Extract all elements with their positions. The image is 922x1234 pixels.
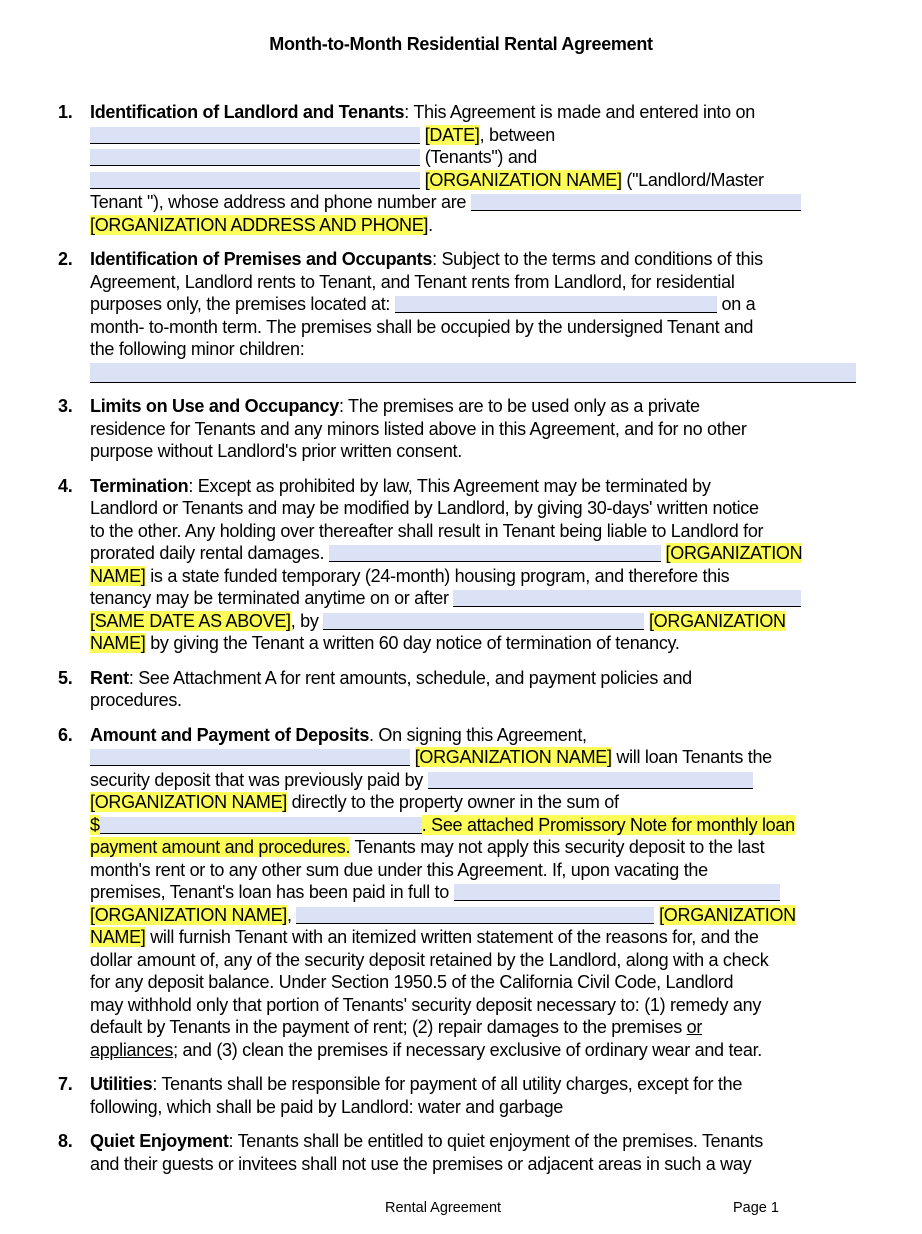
text-run: ; and (3) clean the premises if necessary exclusive of ordinary wear and tear. [173,1039,762,1060]
text-line [90,632,864,655]
text-run: to the other. Any holding over thereafter shall result in Tenant being liable to Landlord for [90,520,764,541]
fill-in-blank-field[interactable] [323,613,644,630]
text-run: security deposit that was previously paid by [90,769,428,790]
highlighted-placeholder: [SAME DATE AS ABOVE] [90,610,291,631]
footer-page-number: Page 1 [733,1200,779,1216]
text-line [90,746,864,769]
section-4 [58,475,864,655]
text-run: dollar amount of, any of the security deposit retained by the Landlord, along with a check [90,949,769,970]
text-line [90,361,864,384]
text-line [90,497,864,520]
highlighted-placeholder: [ORGANIZATION NAME] [414,747,612,767]
text-run: , [286,904,297,925]
text-run: default by Tenants in the payment of rent; (2) repair damages to the premises [90,1017,687,1037]
fill-in-blank-field[interactable] [90,363,856,383]
section-number: 2. [58,249,73,269]
section-3 [58,395,864,463]
text-line [90,949,864,972]
section-heading: Rent [90,667,129,688]
fill-in-blank-field[interactable] [471,194,801,211]
text-run [420,170,425,190]
fill-in-blank-field[interactable] [90,149,420,166]
text-line [90,418,864,441]
text-run: residence for Tenants and any minors listed above in this Agreement, and for no other [90,418,747,439]
text-line [90,520,864,543]
fill-in-blank-field[interactable] [90,749,410,766]
section-heading: Identification of Landlord and Tenants [90,102,405,122]
text-run [661,543,666,563]
section-number: 7. [58,1074,73,1094]
highlighted-placeholder: [ORGANIZATION [665,543,803,563]
section-number: 6. [58,724,73,745]
highlighted-placeholder: NAME] [90,565,146,586]
fill-in-blank-field[interactable] [453,590,801,607]
highlighted-placeholder: $ [90,814,100,835]
text-run: . [428,214,433,235]
text-run [420,125,425,145]
footer-document-name: Rental Agreement [385,1200,502,1216]
text-run: procedures. [90,690,182,710]
text-run: : Subject to the terms and conditions of this [432,249,763,269]
text-run: Tenant "), whose address and phone number are [90,192,471,212]
text-line [90,214,864,237]
text-run: will furnish Tenant with an itemized written statement of the reasons for, and the [145,927,759,947]
text-line [90,724,864,747]
text-line [90,316,864,339]
highlighted-placeholder: NAME] [90,633,146,653]
section-heading: Identification of Premises and Occupants [90,249,433,269]
highlighted-placeholder: . See attached Promissory Note for monthly loan [421,814,795,835]
section-5 [58,667,864,712]
text-line [90,475,864,498]
text-run: may withhold only that portion of Tenants' security deposit necessary to: (1) remedy any [90,994,762,1015]
text-run: Landlord or Tenants and may be modified by Landlord, by giving 30-days' written notice [90,498,759,518]
text-run: following, which shall be paid by Landlord: water and garbage [90,1096,564,1117]
underlined-text: or [686,1017,703,1037]
text-run: , between [479,124,555,145]
section-heading: Quiet Enjoyment [90,1131,229,1151]
text-run: . On signing this Agreement, [369,724,587,745]
text-line [90,971,864,994]
text-line [90,271,864,294]
text-line [90,926,864,949]
text-run [410,747,415,767]
section-7 [58,1073,864,1118]
text-run: Tenants may not apply this security deposit to the last [350,837,765,857]
text-line [90,994,864,1017]
section-heading: Amount and Payment of Deposits [90,724,370,745]
text-line [90,1096,864,1119]
section-1 [58,101,864,236]
text-run: purpose without Landlord's prior written consent. [90,441,462,461]
text-run: will loan Tenants the [611,747,772,767]
text-run: tenancy may be terminated anytime on or after [90,588,454,608]
text-run: : See Attachment A for rent amounts, schedule, and payment policies and [128,667,692,688]
document-title: Month-to-Month Residential Rental Agreement [269,34,653,54]
highlighted-placeholder: [ORGANIZATION NAME] [424,169,622,190]
text-run: the following minor children: [90,339,305,359]
highlighted-placeholder: [ORGANIZATION ADDRESS AND PHONE] [90,214,429,235]
text-line [90,1073,864,1096]
fill-in-blank-field[interactable] [395,296,717,313]
highlighted-placeholder: NAME] [90,927,146,947]
section-number: 4. [58,475,73,496]
fill-in-blank-field[interactable] [296,907,654,924]
fill-in-blank-field[interactable] [90,172,420,189]
text-line [90,1130,864,1153]
text-line [90,565,864,588]
text-line [90,146,864,169]
text-line [90,587,864,610]
fill-in-blank-field[interactable] [454,884,780,901]
text-run: : The premises are to be used only as a private [338,396,700,416]
text-run: month- to-month term. The premises shall be occupied by the undersigned Tenant and [90,316,754,337]
text-run: on a [716,294,756,314]
text-line [90,814,864,837]
fill-in-blank-field[interactable] [100,817,422,834]
section-number: 5. [58,667,73,688]
section-heading: Termination [90,475,189,496]
section-2 [58,248,864,383]
text-run: : This Agreement is made and entered into on [404,102,755,122]
text-run: by giving the Tenant a written 60 day notice of termination of tenancy. [145,633,680,653]
highlighted-placeholder: [DATE] [424,124,480,145]
text-run: : Tenants shall be responsible for payment of all utility charges, except for the [152,1074,743,1094]
text-line [90,338,864,361]
text-line [90,904,864,927]
text-line [90,689,864,712]
highlighted-placeholder: [ORGANIZATION NAME] [90,792,287,812]
text-line [90,1016,864,1039]
highlighted-placeholder: [ORGANIZATION NAME] [90,904,287,925]
text-line [90,836,864,859]
fill-in-blank-field[interactable] [329,545,661,562]
text-run: for any deposit balance. Under Section 1950.5 of the California Civil Code, Landlord [90,972,734,992]
underlined-text: appliances [90,1039,174,1060]
highlighted-placeholder: [ORGANIZATION [648,610,786,631]
agreement-sections [58,101,864,1187]
text-line [90,859,864,882]
section-number: 1. [58,102,73,122]
text-line [90,101,864,124]
text-line [90,124,864,147]
highlighted-placeholder: [ORGANIZATION [659,904,796,925]
text-line [90,248,864,271]
text-run: directly to the property owner in the sum of [286,792,619,812]
text-run: and their guests or invitees shall not use the premises or adjacent areas in such a way [90,1153,752,1174]
text-run: : Tenants shall be entitled to quiet enjoyment of the premises. Tenants [228,1131,763,1151]
text-run: month's rent or to any other sum due under this Agreement. If, upon vacating the [90,859,708,880]
text-line [90,191,864,214]
text-run: premises, Tenant's loan has been paid in full to [90,882,454,902]
text-run: is a state funded temporary (24-month) housing program, and therefore this [145,565,730,586]
text-line [90,791,864,814]
text-line [90,542,864,565]
text-line [90,293,864,316]
section-heading: Utilities [90,1074,153,1094]
text-line [90,881,864,904]
text-line [90,667,864,690]
highlighted-placeholder: payment amount and procedures. [90,837,351,857]
text-run: Agreement, Landlord rents to Tenant, and Tenant rents from Landlord, for residential [90,271,735,292]
section-number: 3. [58,396,73,416]
section-number: 8. [58,1131,73,1151]
section-8 [58,1130,864,1175]
text-run: prorated daily rental damages. [90,543,329,563]
text-line [90,1039,864,1062]
fill-in-blank-field[interactable] [428,772,753,789]
text-line [90,1153,864,1176]
text-line [90,440,864,463]
text-run: purposes only, the premises located at: [90,294,395,314]
text-run: : Except as prohibited by law, This Agreement may be terminated by [188,475,711,496]
text-line [90,769,864,792]
section-heading: Limits on Use and Occupancy [90,396,339,416]
text-line [90,610,864,633]
text-run: (Tenants") and [420,147,537,167]
fill-in-blank-field[interactable] [90,127,420,144]
text-run: , by [290,610,324,631]
text-run: ("Landlord/Master [621,169,764,190]
text-line [90,169,864,192]
text-line [90,395,864,418]
section-6 [58,724,864,1062]
